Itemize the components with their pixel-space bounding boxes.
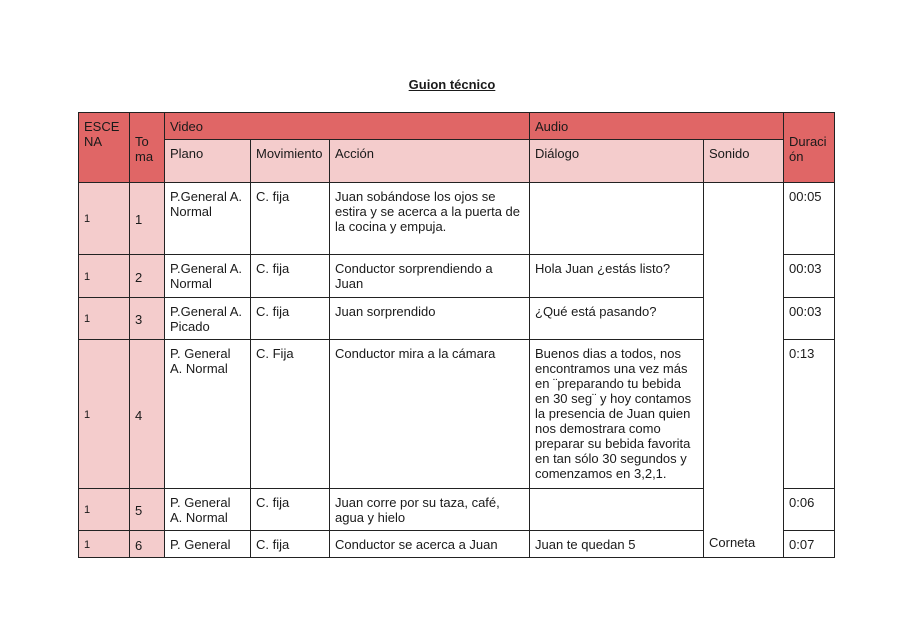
header-plano: Plano (165, 140, 251, 183)
document-title: Guion técnico (408, 77, 496, 92)
cell-dialogo: Hola Juan ¿estás listo? (530, 255, 704, 298)
cell-plano: P.General A. Normal (165, 183, 251, 255)
header-dialogo: Diálogo (530, 140, 704, 183)
cell-duracion: 00:03 (784, 255, 835, 298)
header-duracion: Duración (784, 113, 835, 183)
header-accion: Acción (330, 140, 530, 183)
header-row-top (79, 113, 835, 140)
header-toma: Toma (130, 113, 165, 183)
cell-plano: P. General A. Normal (165, 489, 251, 531)
cell-dialogo: ¿Qué está pasando? (530, 298, 704, 340)
cell-toma: 5 (130, 489, 165, 531)
cell-accion: Conductor mira a la cámara (330, 340, 530, 489)
cell-movimiento: C. fija (251, 298, 330, 340)
cell-plano: P. General (165, 531, 251, 558)
header-movimiento: Movimiento (251, 140, 330, 183)
cell-escena: 1 (79, 255, 130, 298)
cell-sonido: Corneta (704, 183, 784, 558)
cell-duracion: 0:06 (784, 489, 835, 531)
header-video: Video (165, 113, 530, 140)
technical-script-table (78, 112, 835, 558)
header-sonido: Sonido (704, 140, 784, 183)
cell-plano: P.General A. Normal (165, 255, 251, 298)
cell-plano: P.General A. Picado (165, 298, 251, 340)
cell-accion: Juan corre por su taza, café, agua y hielo (330, 489, 530, 531)
cell-accion: Conductor sorprendiendo a Juan (330, 255, 530, 298)
cell-duracion: 0:07 (784, 531, 835, 558)
cell-movimiento: C. fija (251, 489, 330, 531)
cell-duracion: 00:03 (784, 298, 835, 340)
header-row-sub (79, 140, 835, 183)
cell-movimiento: C. Fija (251, 340, 330, 489)
cell-dialogo (530, 489, 704, 531)
cell-toma: 1 (130, 183, 165, 255)
cell-accion: Juan sobándose los ojos se estira y se acerca a la puerta de la cocina y empuja. (330, 183, 530, 255)
cell-dialogo (530, 183, 704, 255)
cell-escena: 1 (79, 489, 130, 531)
header-escena: ESCENA (79, 113, 130, 183)
cell-toma: 4 (130, 340, 165, 489)
cell-duracion: 00:05 (784, 183, 835, 255)
cell-movimiento: C. fija (251, 183, 330, 255)
cell-dialogo: Juan te quedan 5 (530, 531, 704, 558)
cell-escena: 1 (79, 531, 130, 558)
cell-accion: Conductor se acerca a Juan (330, 531, 530, 558)
cell-escena: 1 (79, 340, 130, 489)
cell-toma: 3 (130, 298, 165, 340)
cell-movimiento: C. fija (251, 255, 330, 298)
cell-movimiento: C. fija (251, 531, 330, 558)
cell-toma: 6 (130, 531, 165, 558)
cell-accion: Juan sorprendido (330, 298, 530, 340)
cell-toma: 2 (130, 255, 165, 298)
cell-escena: 1 (79, 298, 130, 340)
cell-duracion: 0:13 (784, 340, 835, 489)
header-audio: Audio (530, 113, 784, 140)
cell-escena: 1 (79, 183, 130, 255)
cell-dialogo: Buenos dias a todos, nos encontramos una vez más en ¨preparando tu bebida en 30 seg¨ y hoy contamos la presencia de Juan quien nos demostrara como preparar su bebida favorita en tan sólo 30 segundos y comenzamos en 3,2,1. (530, 340, 704, 489)
table-row (79, 183, 835, 255)
cell-plano: P. General A. Normal (165, 340, 251, 489)
